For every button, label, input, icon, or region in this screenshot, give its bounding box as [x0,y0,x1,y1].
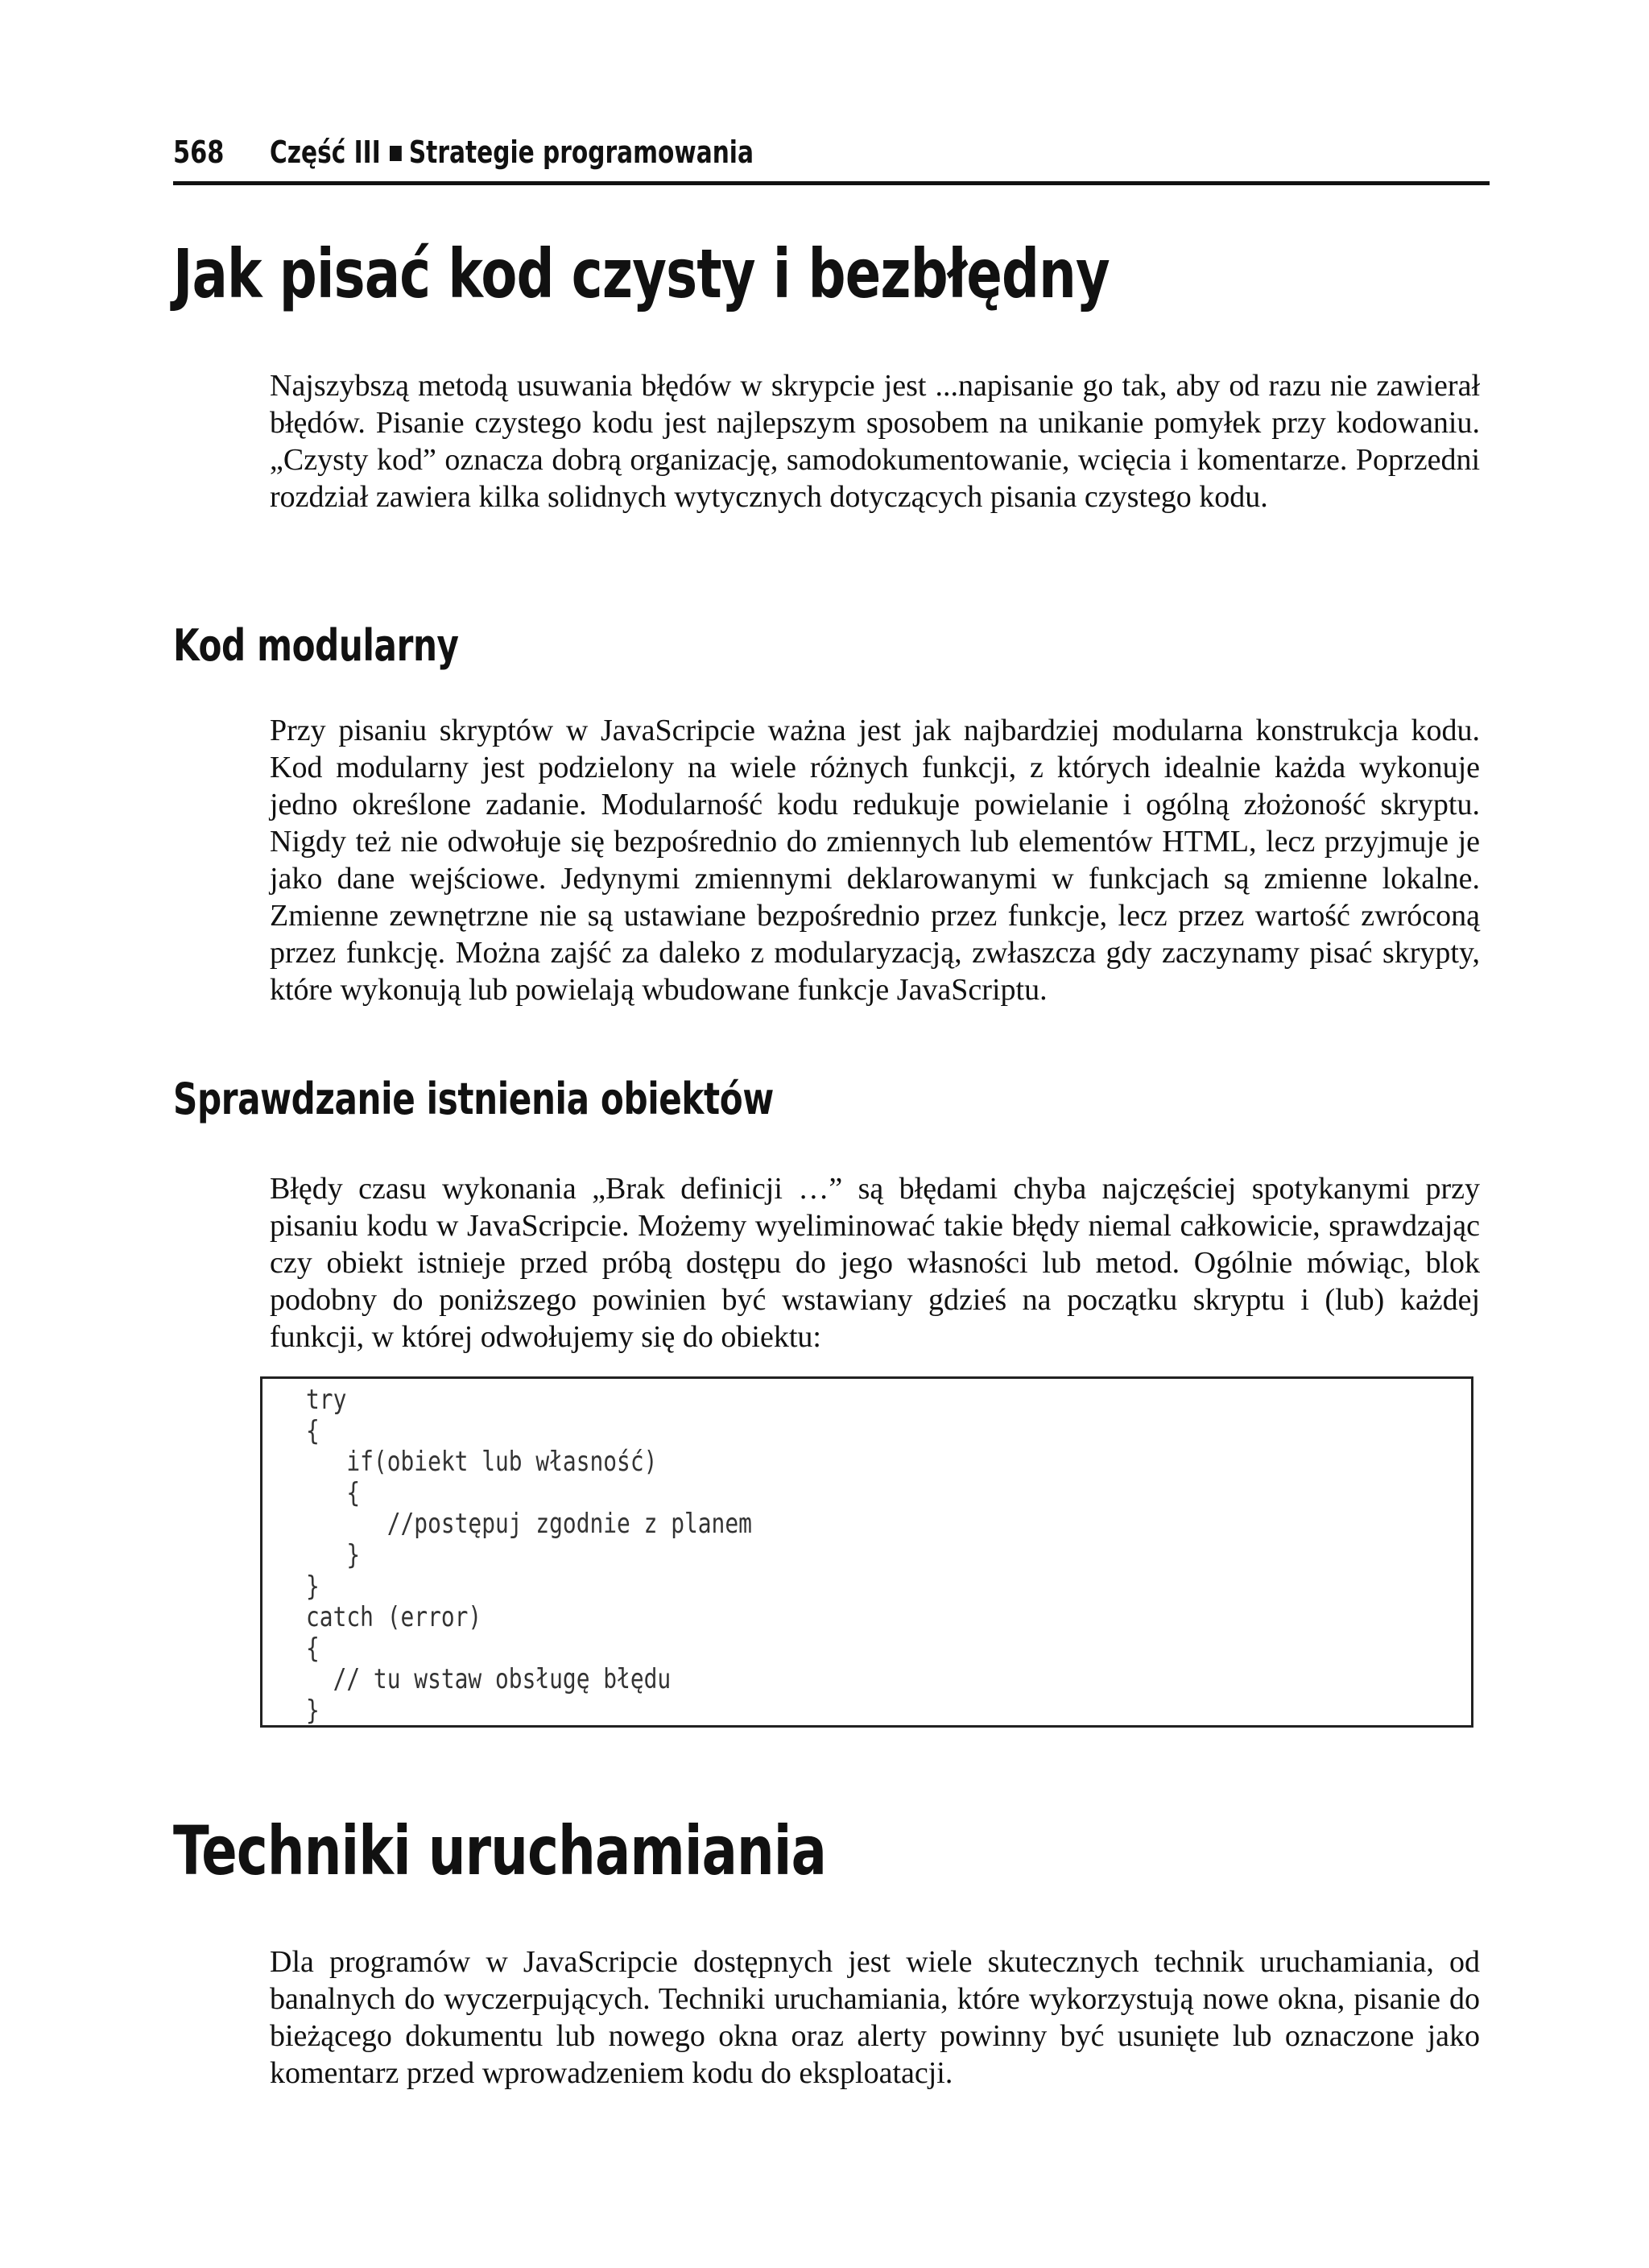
paragraph-modular: Przy pisaniu skryptów w JavaScripcie ważna jest jak najbardziej modularna konstrukcja kodu. Kod modularny jest podzielony na wiele różnych funkcji, z których idealnie każda wykonuje jedno określone zadanie. Modularność kodu redukuje powielanie i ogólną złożoność skryptu. Nigdy też nie odwołuje się bezpośrednio do zmiennych lub elementów HTML, lecz przyjmuje je jako dane wejściowe. Jedynymi zmiennymi deklarowanymi w funkcjach są zmienne lokalne. Zmienne zewnętrzne nie są ustawiane bezpośrednio przez funkcje, lecz przez wartość zwróconą przez funkcję. Można zajść za daleko z modularyzacją, zwłaszcza gdy zaczynamy pisać skrypty, które wykonują lub powielają wbudowane funkcje JavaScriptu. [270,714,1480,1007]
paragraph-debugging: Dla programów w JavaScripcie dostępnych jest wiele skutecznych technik uruchamiania, od banalnych do wyczerpujących. Techniki uruchamiania, które wykorzystują nowe okna, pisanie do bieżącego dokumentu lub nowego okna oraz alerty powinny być usunięte lub oznaczone jako komentarz przed wprowadzeniem kodu do eksploatacji. [270,1945,1480,2090]
part-label: Część III [270,135,381,170]
part-title: Strategie programowania [408,135,754,170]
code-listing-text: try { if(obiekt lub własność) { //postępuj zgodnie z planem } } catch (error) { // tu wstaw obsługę błędu } [306,1384,752,1727]
section-title-clean-code: Jak pisać kod czysty i bezbłędny [173,234,1110,313]
running-header [173,133,1490,185]
page-number: 568 [173,135,225,170]
paragraph-clean-code: Najszybszą metodą usuwania błędów w skrypcie jest ...napisanie go tak, aby od razu nie zawierał błędów. Pisanie czystego kodu jest najlepszym sposobem na unikanie pomyłek przy kodowaniu. „Czysty kod” oznacza dobrą organizację, samodokumentowanie, wcięcia i komentarze. Poprzedni rozdział zawiera kilka solidnych wytycznych dotyczących pisania czystego kodu. [270,369,1480,514]
subsection-title-object-check: Sprawdzanie istnienia obiektów [173,1074,774,1124]
part-heading [270,133,754,172]
code-listing [260,1376,1473,1728]
square-bullet-icon [390,146,402,161]
subsection-title-modular: Kod modularny [173,620,459,671]
paragraph-object-check: Błędy czasu wykonania „Brak definicji …” są błędami chyba najczęściej spotykanymi przy pisaniu kodu w JavaScripcie. Możemy wyeliminować takie błędy niemal całkowicie, sprawdzając czy obiekt istnieje przed próbą dostępu do jego własności lub metod. Ogólnie mówiąc, blok podobny do poniższego powinien być wstawiany gdzieś na początku skryptu i (lub) każdej funkcji, w której odwołujemy się do obiektu: [270,1172,1480,1354]
section-title-debugging: Techniki uruchamiania [173,1811,827,1890]
